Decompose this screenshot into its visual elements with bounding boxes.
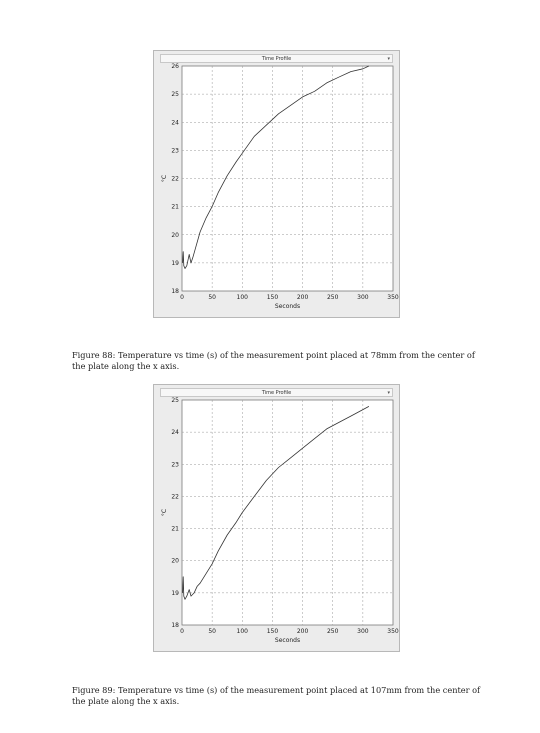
x-axis-label: Seconds	[274, 303, 301, 310]
x-tick-label: 150	[266, 294, 279, 301]
figure-caption: Figure 88: Temperature vs time (s) of the measurement point placed at 78mm from the center of the plate along the x axis.	[72, 350, 475, 371]
x-axis-label: Seconds	[274, 637, 301, 644]
time-profile-chart	[154, 385, 401, 653]
x-tick-label: 0	[180, 628, 184, 635]
y-tick-label: 20	[171, 557, 179, 565]
x-tick-label: 50	[208, 294, 216, 301]
y-axis-label: °C	[161, 508, 168, 517]
y-tick-label: 22	[171, 175, 179, 183]
x-tick-label: 250	[326, 294, 339, 301]
y-tick-label: 19	[171, 589, 179, 597]
y-tick-label: 24	[171, 119, 179, 127]
x-tick-label: 300	[357, 628, 369, 635]
y-tick-label: 23	[171, 147, 179, 155]
y-tick-label: 18	[171, 288, 179, 295]
x-tick-label: 100	[236, 628, 249, 635]
y-tick-label: 19	[171, 259, 179, 267]
x-tick-label: 200	[296, 294, 309, 301]
x-tick-label: 100	[236, 294, 249, 301]
y-tick-label: 20	[171, 231, 179, 239]
x-tick-label: 50	[208, 628, 216, 635]
y-tick-label: 23	[171, 461, 179, 469]
figure-caption: Figure 89: Temperature vs time (s) of the measurement point placed at 107mm from the center of the plate along the x axis.	[72, 685, 481, 706]
x-tick-label: 150	[266, 628, 279, 635]
window-title: Time Profile	[261, 56, 292, 62]
plot-area	[182, 400, 393, 625]
y-tick-label: 24	[171, 429, 179, 437]
y-axis-label: °C	[161, 174, 168, 183]
y-tick-label: 21	[171, 525, 179, 533]
y-tick-label: 18	[171, 622, 179, 629]
x-tick-label: 300	[357, 294, 369, 301]
y-tick-label: 26	[171, 63, 179, 70]
chevron-down-icon[interactable]: ▾	[387, 56, 390, 62]
window-title: Time Profile	[261, 390, 292, 396]
figure-89	[153, 384, 400, 652]
x-tick-label: 250	[326, 628, 339, 635]
x-tick-label: 350	[387, 294, 399, 301]
y-tick-label: 21	[171, 203, 179, 211]
x-tick-label: 350	[387, 628, 399, 635]
time-profile-chart	[154, 51, 401, 319]
y-tick-label: 25	[171, 91, 179, 99]
figure-88	[153, 50, 400, 318]
chevron-down-icon[interactable]: ▾	[387, 390, 390, 396]
y-tick-label: 25	[171, 397, 179, 404]
y-tick-label: 22	[171, 493, 179, 501]
x-tick-label: 200	[296, 628, 309, 635]
x-tick-label: 0	[180, 294, 184, 301]
